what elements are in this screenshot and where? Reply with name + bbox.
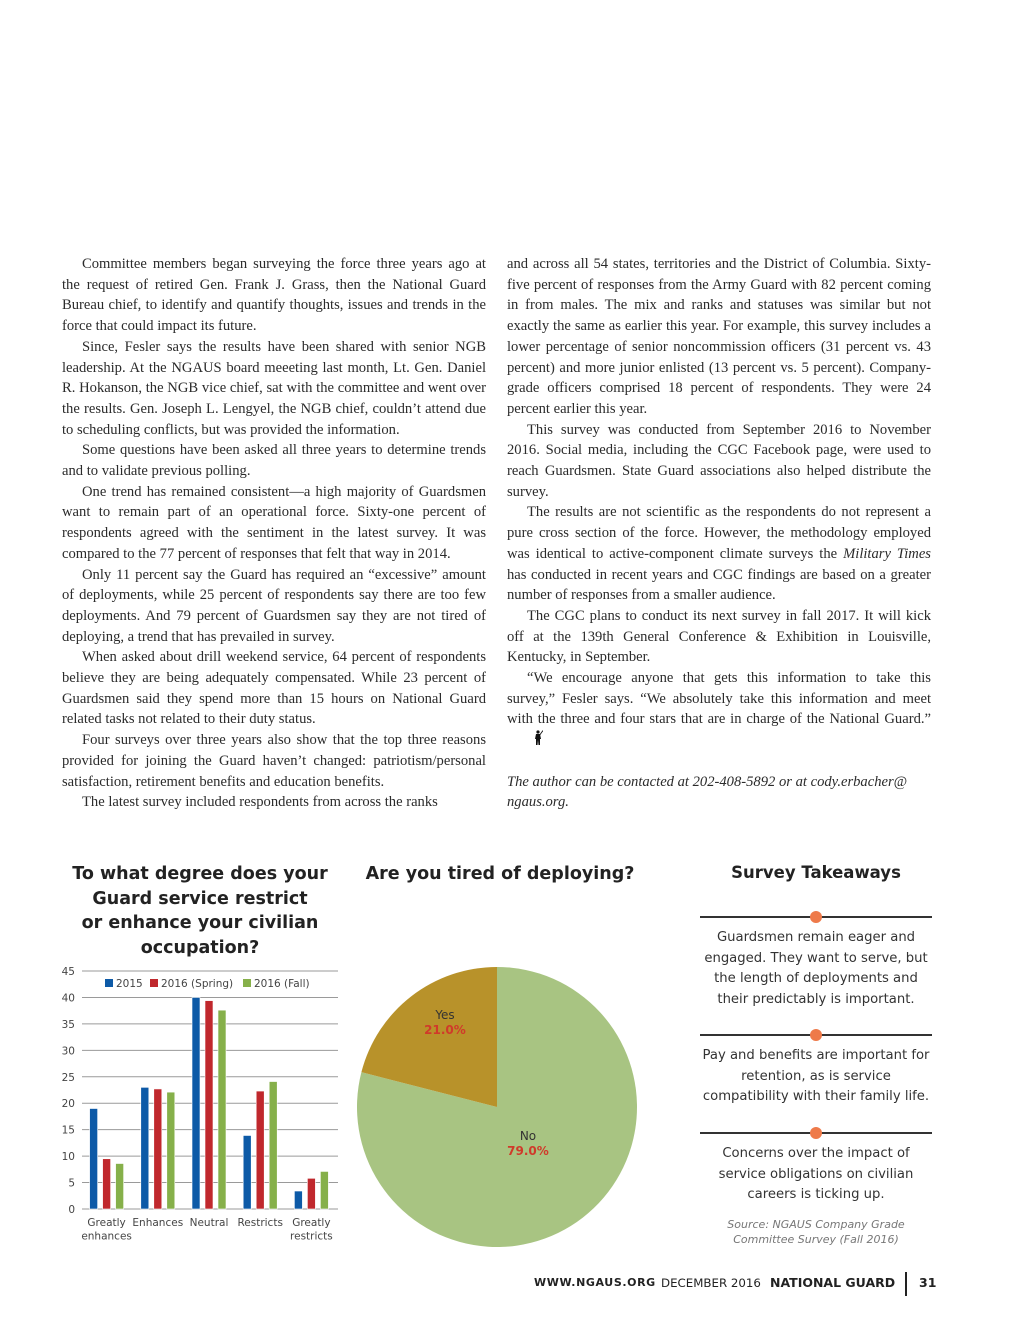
publication-name: Military Times [843, 545, 931, 562]
page-number: 31 [919, 1275, 937, 1290]
footer-magazine-name: NATIONAL GUARD [770, 1275, 896, 1290]
bar [320, 1171, 328, 1209]
bar [294, 1191, 302, 1209]
bar-chart [55, 960, 355, 1250]
bar [154, 1089, 162, 1209]
article-left-column [62, 254, 486, 813]
legend-swatch [150, 979, 158, 987]
x-tick-label: Greatly [292, 1217, 331, 1229]
bullet-dot-icon [810, 1127, 822, 1139]
bar [243, 1135, 251, 1209]
x-tick-label: Enhances [132, 1217, 184, 1229]
paragraph: When asked about drill weekend service, 64 percent of respondents believe they are being adequately compensated. While 23 percent of Guardsmen said they spend more than 15 hours on National Guard related tasks not related to their duty status. [62, 649, 486, 728]
y-tick-label: 20 [61, 1098, 75, 1111]
paragraph: Since, Fesler says the results have been shared with senior NGB leadership. At the NGAUS board meeeting last month, Lt. Gen. Daniel R. Hokanson, the NGB vice chief, sat with the committee and went over the results. Gen. Joseph L. Lengyel, the NGB chief, couldn’t attend due to scheduling conflicts, but was provided the information. [62, 338, 486, 438]
paragraph-text: has conducted in recent years and CGC findings are based on a greater number of responses from a smaller audience. [507, 566, 931, 604]
y-tick-label: 35 [61, 1018, 75, 1031]
takeaway-text: Pay and benefits are important for retention, as is service compatibility with their family life. [702, 1048, 930, 1105]
bar [167, 1092, 175, 1209]
divider [700, 1028, 932, 1042]
bar [90, 1109, 98, 1209]
footer-divider [905, 1272, 907, 1296]
pie-chart [350, 960, 650, 1255]
y-tick-label: 40 [61, 992, 75, 1005]
x-tick-label: enhances [81, 1230, 132, 1243]
y-tick-label: 10 [61, 1151, 75, 1164]
paragraph [507, 668, 931, 751]
bar [141, 1087, 149, 1209]
y-tick-label: 5 [68, 1177, 75, 1190]
divider [700, 1126, 932, 1140]
pie-chart-title: Are you tired of deploying? [365, 864, 635, 884]
y-tick-label: 45 [61, 966, 75, 978]
x-tick-label: Greatly [87, 1217, 126, 1229]
legend-label: 2016 (Fall) [254, 978, 310, 990]
paragraph: Some questions have been asked all three years to determine trends and to validate previous polling. [62, 442, 486, 480]
title-line: or enhance your civilian [81, 913, 319, 934]
legend-label: 2015 [116, 978, 143, 990]
footer-date: DECEMBER 2016 [661, 1276, 761, 1290]
pie-label: No [519, 1129, 537, 1143]
x-tick-label: Restricts [237, 1217, 283, 1229]
footer-url[interactable]: WWW.NGAUS.ORG [534, 1276, 656, 1289]
paragraph: The latest survey included respondents from across the ranks [82, 794, 438, 811]
pie-value-label: 21.0% [424, 1023, 466, 1037]
legend-swatch [243, 979, 251, 987]
pie-label: Yes [435, 1008, 455, 1022]
bar-chart-title [70, 862, 330, 960]
takeaways-title: Survey Takeaways [731, 863, 901, 882]
bullet-dot-icon [810, 911, 822, 923]
y-tick-label: 25 [61, 1071, 75, 1084]
bar [307, 1178, 315, 1209]
takeaway-item [700, 1126, 932, 1206]
takeaway-item [700, 910, 932, 1028]
bar [192, 997, 200, 1209]
y-tick-label: 30 [61, 1045, 75, 1058]
page-footer [534, 1272, 937, 1298]
bullet-dot-icon [810, 1029, 822, 1041]
takeaway-text: Concerns over the impact of service obligations on civilian careers is ticking up. [718, 1146, 914, 1203]
paragraph: This survey was conducted from September 2016 to November 2016. Social media, including the CGC Facebook page, were used to reach Guardsmen. State Guard associations also helped distribute the survey. [507, 421, 931, 500]
article-right-column [507, 254, 931, 813]
author-credit: The author can be contacted at 202-408-5892 or at cody.erbacher@ ngaus.org. [507, 773, 908, 811]
bar [218, 1010, 226, 1209]
y-tick-label: 15 [61, 1124, 75, 1137]
y-tick-label: 0 [68, 1204, 75, 1216]
x-tick-label: Neutral [189, 1217, 229, 1229]
paragraph: and across all 54 states, territories and the District of Columbia. Sixty-five percent of responses from the Army Guard with 82 percent coming in from males. The mix and ranks and statuses was similar but not exactly the same as earlier this year. For example, this survey includes a lower percentage of senior noncommission officers (31 percent vs. 43 percent) and more junior enlisted (13 percent vs. 5 percent). Company-grade officers comprised 18 percent of respondents. They were 24 percent earlier this year. [507, 256, 931, 417]
survey-takeaways [700, 860, 932, 1247]
paragraph [507, 502, 931, 606]
legend-swatch [105, 979, 113, 987]
quote-text: “We encourage anyone that gets this information to take this survey,” Fesler says. “We absolutely take this information and meet with the three and four stars that are in charge of the National Guard.” [507, 670, 931, 728]
divider [700, 910, 932, 924]
bar [205, 1001, 213, 1209]
bar [269, 1082, 277, 1209]
paragraph: The CGC plans to conduct its next survey in fall 2017. It will kick off at the 139th General Conference & Exhibition in Louisville, Kentucky, in September. [507, 607, 931, 666]
source-note: Source: NGAUS Company Grade Committee Survey (Fall 2016) [727, 1218, 905, 1246]
title-line: occupation? [140, 937, 260, 958]
legend-label: 2016 (Spring) [161, 978, 234, 990]
paragraph: One trend has remained consistent—a high majority of Guardsmen want to remain part of an operational force. Sixty-one percent of respondents agreed with the sentiment in the latest survey. It was compared to the 77 percent of responses that felt that way in 2014. [62, 483, 486, 562]
soldier-icon [513, 730, 523, 746]
paragraph: Committee members began surveying the force three years ago at the request of retired Gen. Frank J. Grass, then the National Guard Bureau chief, to identify and quantify thoughts, issues and trends in the force that could impact its future. [62, 256, 486, 335]
title-line: To what degree does your [72, 864, 328, 884]
bar [103, 1159, 111, 1209]
paragraph: Four surveys over three years also show that the top three reasons provided for joining the Guard haven’t changed: patriotism/personal satisfaction, retirement benefits and education benefits. [62, 732, 486, 790]
takeaway-text: Guardsmen remain eager and engaged. They want to serve, but the length of deployments and their predictably is important. [704, 930, 928, 1008]
title-line: Guard service restrict [92, 888, 308, 909]
bar [256, 1091, 264, 1209]
paragraph: Only 11 percent say the Guard has required an “excessive” amount of deployments, while 25 percent of respondents say there are too few deployments. And 79 percent of Guardsmen say they are not tired of deploying, a trend that has prevailed in survey. [62, 566, 486, 645]
bar [116, 1164, 124, 1209]
takeaway-item [700, 1028, 932, 1126]
x-tick-label: restricts [290, 1230, 333, 1243]
paragraph-text: The results are not scientific as the respondents do not represent a pure cross section of the force. However, the methodology employed was identical to active-component climate surveys the [507, 504, 931, 562]
pie-value-label: 79.0% [507, 1144, 549, 1158]
